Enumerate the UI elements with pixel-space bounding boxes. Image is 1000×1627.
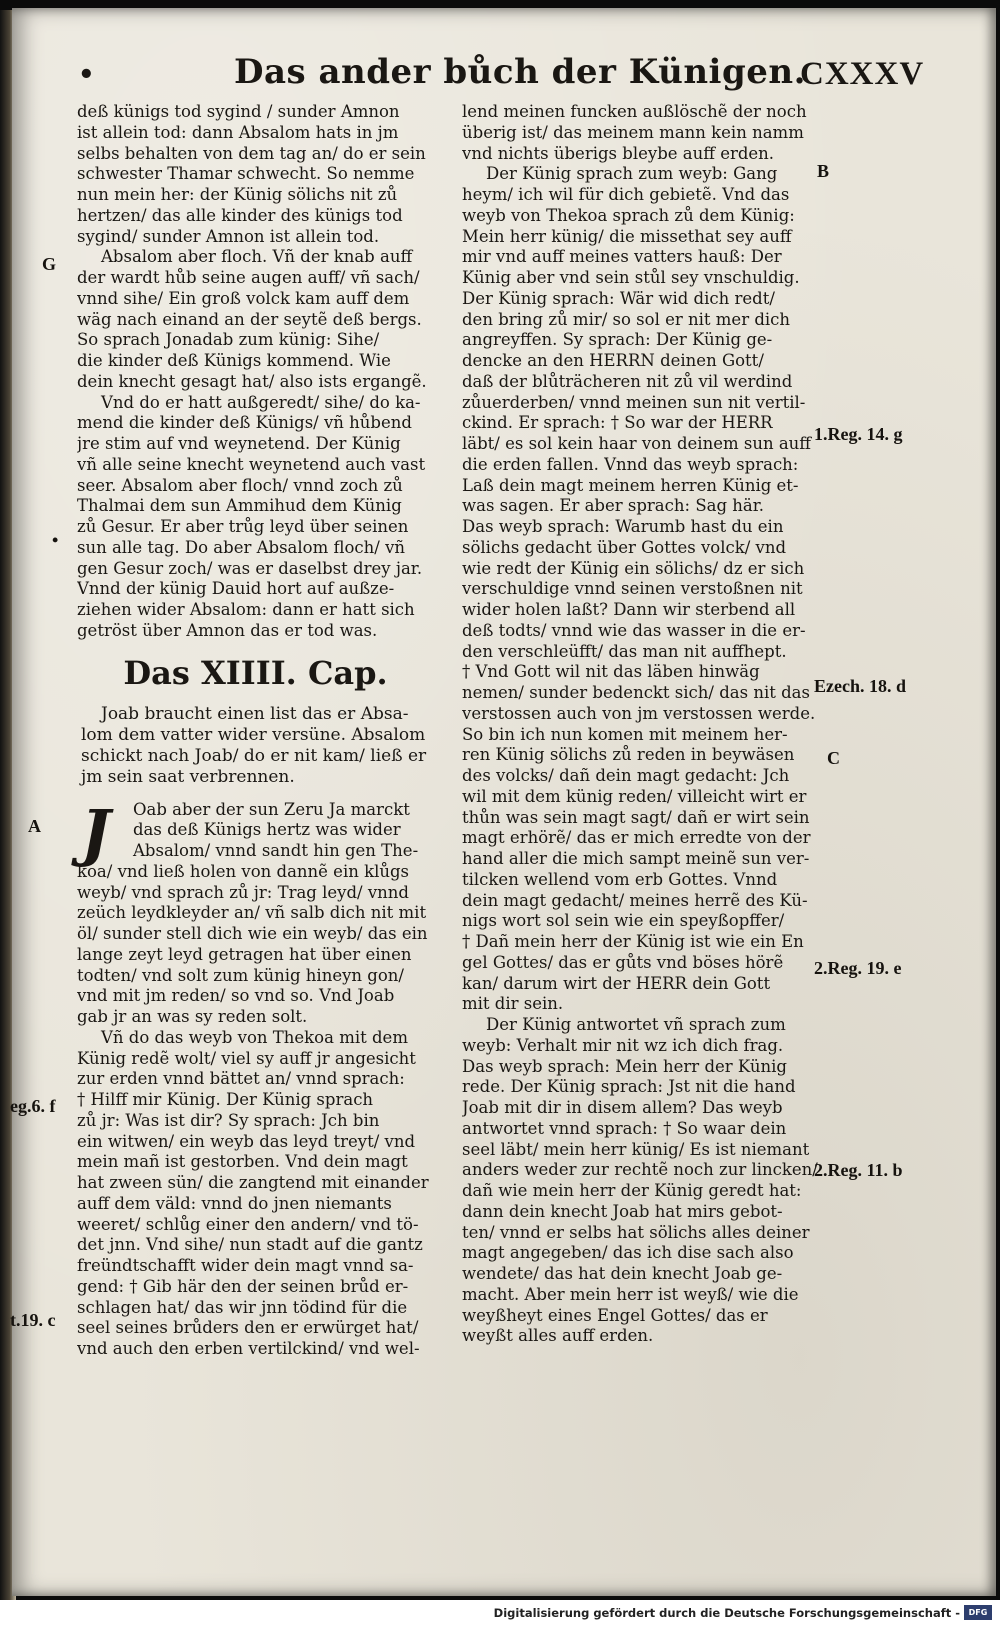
text-line: wil mit dem künig reden/ villeicht wirt er: [462, 786, 807, 806]
text-line: Der Künig sprach: Wär wid dich redt/: [462, 288, 775, 308]
chapter-summary: [77, 704, 434, 788]
text-line: weyßt alles auff erden.: [462, 1326, 654, 1346]
text-line: überig ist/ das meinem mann kein namm: [462, 122, 804, 142]
margin-ref-left-2: t.19. c: [10, 1310, 56, 1330]
text-line: det jnn. Vnd sihe/ nun stadt auf die gantz: [77, 1235, 423, 1255]
text-line: † Vnd Gott wil nit das läben hinwäg: [462, 662, 760, 682]
text-line: jre stim auf vnd weynetend. Der Künig: [77, 434, 401, 453]
margin-ref-right-4: 2.Reg. 11. b: [814, 1160, 903, 1180]
text-line: schlagen hat/ das wir jnn tödind für die: [77, 1297, 408, 1317]
text-line: vnd auch den erben vertilckind/ vnd wel-: [77, 1339, 420, 1358]
margin-ref-right-2: Ezech. 18. d: [814, 676, 906, 696]
text-line: lend meinen funcken außlöschẽ der noch: [462, 102, 807, 121]
summary-line: lom dem vatter wider versüne. Absalom: [81, 724, 426, 745]
text-line: dann dein knecht Joab hat mirs gebot-: [462, 1201, 783, 1221]
margin-letter-a: A: [28, 816, 41, 836]
text-line: magt angegeben/ das ich dise sach also: [462, 1243, 794, 1263]
text-line: der wardt hůb seine augen auff/ vñ sach/: [77, 268, 420, 287]
text-line: die erden fallen. Vnnd das weyb sprach:: [462, 454, 799, 474]
text-line: nun mein her: der Künig sölichs nit zů: [77, 185, 398, 204]
left-column: [77, 102, 434, 1360]
text-line: Vnd do er hatt außgeredt/ sihe/ do ka-: [101, 392, 421, 412]
text-line: gel Gottes/ das er gůts vnd böses hörẽ: [462, 952, 784, 972]
text-line: magt erhörẽ/ das er mich erredte von der: [462, 828, 811, 848]
margin-ref-right-1: 1.Reg. 14. g: [814, 424, 903, 444]
text-line: gen Gesur zoch/ was er daselbst drey jar.: [77, 558, 423, 578]
margin-ref-right-3: 2.Reg. 19. e: [814, 958, 902, 978]
text-line: weyb von Thekoa sprach zů dem Künig:: [462, 205, 795, 225]
text-line: ren Künig sölichs zů reden in beywäsen: [462, 745, 795, 765]
running-title: Das ander bůch der Künigen.: [234, 52, 806, 92]
text-line: kan/ darum wirt der HERR dein Gott: [462, 973, 771, 993]
text-line: vnnd sihe/ Ein groß volck kam auff dem: [77, 288, 410, 308]
text-line: weyßheyt eines Engel Gottes/ das er: [462, 1305, 768, 1325]
text-line: zeüch leydkleyder an/ vñ salb dich nit mit: [77, 903, 427, 923]
text-line: nigs wort sol sein wie ein speyßopffer/: [462, 911, 785, 931]
text-line: auff dem väld: vnnd do jnen niemants: [77, 1193, 392, 1213]
text-line: gab jr an was sy reden solt.: [77, 1007, 308, 1026]
text-line: vnd nichts überigs bleybe auff erden.: [462, 143, 775, 163]
left-text-block-b: [77, 862, 434, 1360]
text-line: thůn was sein magt sagt/ dañ er wirt sein: [462, 807, 810, 827]
text-line: wäg nach einand an der seytẽ deß bergs.: [77, 309, 422, 329]
text-line: verstossen auch von jm verstossen werde.: [462, 703, 816, 723]
text-line: nemen/ sunder bedenckt sich/ das nit das: [462, 683, 810, 702]
margin-ref-left-1: eg.6. f: [10, 1096, 56, 1116]
text-line: sygind/ sunder Amnon ist allein tod.: [77, 226, 380, 246]
text-line: die kinder deß Künigs kommend. Wie: [77, 351, 391, 370]
book-page: [12, 8, 996, 1596]
text-line: seel läbt/ mein herr künig/ Es ist niemant: [462, 1139, 810, 1159]
folio-number: CXXXV: [800, 56, 925, 92]
text-line: schwester Thamar schwecht. So nemme: [77, 164, 415, 184]
text-line: was sagen. Er aber sprach: Sag här.: [462, 496, 765, 516]
text-line: Absalom/ vnnd sandt hin gen The-: [133, 841, 419, 860]
text-line: So sprach Jonadab zum künig: Sihe/: [77, 330, 380, 350]
text-line: den verschleüfft/ das man nit auffhept.: [462, 641, 787, 661]
text-line: mein mañ ist gestorben. Vnd dein magt: [77, 1152, 408, 1172]
text-line: Der Künig sprach zum weyb: Gang: [486, 164, 778, 184]
text-line: hertzen/ das alle kinder des künigs tod: [77, 205, 403, 225]
text-line: selbs behalten von dem tag an/ do er sein: [77, 143, 426, 163]
text-line: Das weyb sprach: Mein herr der Künig: [462, 1056, 787, 1076]
initial-block: [77, 795, 434, 869]
text-line: Künig redẽ wolt/ viel sy auff jr angesicht: [77, 1048, 416, 1068]
text-line: öl/ sunder stell dich wie ein weyb/ das ein: [77, 924, 428, 943]
text-line: So bin ich nun komen mit meinem her-: [462, 724, 788, 744]
text-line: seer. Absalom aber floch/ vnnd zoch zů: [77, 475, 403, 495]
text-line: wie redt der Künig ein sölichs/ dz er sich: [462, 558, 805, 578]
text-line: mir vnd auff meines vatters hauß: Der: [462, 247, 782, 267]
margin-star: •: [52, 530, 59, 550]
text-line: vnd mit jm reden/ so vnd so. Vnd Joab: [77, 986, 395, 1006]
text-line: angreyffen. Sy sprach: Der Künig ge-: [462, 330, 773, 350]
text-line: sun alle tag. Do aber Absalom floch/ vñ: [77, 537, 406, 557]
text-line: zů jr: Was ist dir? Sy sprach: Jch bin: [77, 1110, 380, 1130]
text-line: anders weder zur rechtẽ noch zur lincken/: [462, 1160, 818, 1180]
left-text-block-a: [77, 102, 434, 642]
text-line: den bring zů mir/ so sol er nit mer dich: [462, 309, 791, 329]
text-line: das deß Künigs hertz was wider: [133, 820, 401, 840]
text-line: koa/ vnd ließ holen von dannẽ ein klůgs: [77, 861, 410, 881]
text-line: Thalmai dem sun Ammihud dem Künig: [77, 496, 402, 516]
text-line: seel seines brůders den er erwürget hat/: [77, 1318, 419, 1338]
text-line: Vñ do das weyb von Thekoa mit dem: [101, 1027, 408, 1047]
text-line: deß künigs tod sygind / sunder Amnon: [77, 102, 400, 121]
text-line: dencke an den HERRN deinen Gott/: [462, 351, 764, 370]
summary-line: schickt nach Joab/ do er nit kam/ ließ er: [81, 745, 427, 766]
text-line: vñ alle seine knecht weynetend auch vast: [77, 454, 426, 474]
text-line: freündtschafft wider dein magt vnnd sa-: [77, 1256, 414, 1275]
text-line: ein witwen/ ein weyb das leyd treyt/ vnd: [77, 1131, 416, 1151]
text-line: Vnnd der künig Dauid hort auf außze-: [77, 579, 395, 599]
text-line: ten/ vnnd er selbs hat sölichs alles deiner: [462, 1222, 810, 1242]
right-column: [462, 102, 825, 1347]
margin-letter-c: C: [827, 748, 840, 768]
text-line: dein magt gedacht/ meines herrẽ des Kü-: [462, 890, 808, 910]
text-line: mend die kinder deß Künigs/ vñ hůbend: [77, 413, 412, 433]
text-line: todten/ vnd solt zum künig hineyn gon/: [77, 965, 404, 985]
text-line: hat zween sün/ die zangtend mit einander: [77, 1173, 429, 1192]
text-line: Joab mit dir in disem allem? Das weyb: [462, 1098, 783, 1117]
text-line: heym/ ich wil für dich gebietẽ. Vnd das: [462, 185, 790, 204]
text-line: läbt/ es sol kein haar von deinem sun auff: [462, 434, 812, 453]
text-line: gend: † Gib här den der seinen brůd er-: [77, 1276, 409, 1296]
text-line: Künig aber vnd sein stůl sey vnschuldig.: [462, 268, 800, 287]
text-line: mit dir sein.: [462, 994, 564, 1014]
text-line: macht. Aber mein herr ist weyß/ wie die: [462, 1284, 799, 1304]
text-line: weeret/ schlůg einer den andern/ vnd tö-: [77, 1214, 419, 1234]
text-line: zů Gesur. Er aber trůg leyd über seinen: [77, 517, 409, 536]
text-line: Mein herr künig/ die missethat sey auff: [462, 226, 792, 246]
text-line: rede. Der Künig sprach: Jst nit die hand: [462, 1077, 796, 1097]
text-line: tilcken wellend vom erb Gottes. Vnnd: [462, 869, 778, 889]
text-line: lange zeyt leyd getragen hat über einen: [77, 944, 412, 964]
text-line: Der Künig antwortet vñ sprach zum: [486, 1015, 786, 1034]
text-line: weyb: Verhalt mir nit wz ich dich frag.: [462, 1035, 784, 1055]
summary-line: jm sein saat verbrennen.: [81, 766, 295, 787]
text-line: dein knecht gesagt hat/ also ists ergangẽ.: [77, 371, 427, 391]
dfg-logo: DFG: [964, 1605, 992, 1620]
text-line: ist allein tod: dann Absalom hats in jm: [77, 122, 399, 142]
text-line: verschuldige vnnd seinen verstoßnen nit: [462, 579, 803, 599]
text-line: zur erden vnnd bättet an/ vnnd sprach:: [77, 1069, 405, 1089]
text-line: daß der blůträcheren nit zů vil werdind: [462, 371, 793, 391]
text-line: antwortet vnnd sprach: † So waar dein: [462, 1118, 787, 1138]
text-line: Oab aber der sun Zeru Ja marckt: [133, 799, 410, 819]
text-line: zůuerderben/ vnnd meinen sun nit vertil-: [462, 392, 806, 412]
summary-line: Joab braucht einen list das er Absa-: [101, 703, 409, 724]
drop-initial: J: [81, 795, 111, 869]
text-line: wendete/ das hat dein knecht Joab ge-: [462, 1264, 783, 1283]
text-line: wider holen laßt? Dann wir sterbend all: [462, 600, 796, 619]
text-line: ziehen wider Absalom: dann er hatt sich: [77, 600, 415, 619]
text-line: Das weyb sprach: Warumb hast du ein: [462, 517, 784, 536]
text-line: † Dañ mein herr der Künig ist wie ein En: [462, 932, 804, 951]
text-line: sölichs gedacht über Gottes volck/ vnd: [462, 537, 787, 557]
text-line: Laß dein magt meinem herren Künig et-: [462, 475, 799, 495]
text-line: Absalom aber floch. Vñ der knab auff: [101, 247, 413, 267]
margin-letter-g: G: [42, 254, 57, 274]
header-dot: •: [78, 60, 95, 90]
text-line: getröst über Amnon das er tod was.: [77, 620, 378, 640]
text-line: hand aller die mich sampt meinẽ sun ver-: [462, 849, 810, 868]
text-line: weyb/ vnd sprach zů jr: Trag leyd/ vnnd: [77, 882, 409, 902]
margin-letter-b: B: [817, 161, 830, 181]
text-line: deß todts/ vnnd wie das wasser in die er-: [462, 620, 806, 640]
text-line: dañ wie mein herr der Künig geredt hat:: [462, 1181, 802, 1200]
text-line: † Hilff mir Künig. Der Künig sprach: [77, 1090, 374, 1109]
chapter-heading: Das XIIII. Cap.: [123, 653, 388, 692]
text-line: des volcks/ dañ dein magt gedacht: Jch: [462, 766, 790, 785]
text-line: ckind. Er sprach: † So war der HERR: [462, 413, 773, 433]
funding-credit: Digitalisierung gefördert durch die Deutsche Forschungsgemeinschaft -: [493, 1606, 960, 1620]
